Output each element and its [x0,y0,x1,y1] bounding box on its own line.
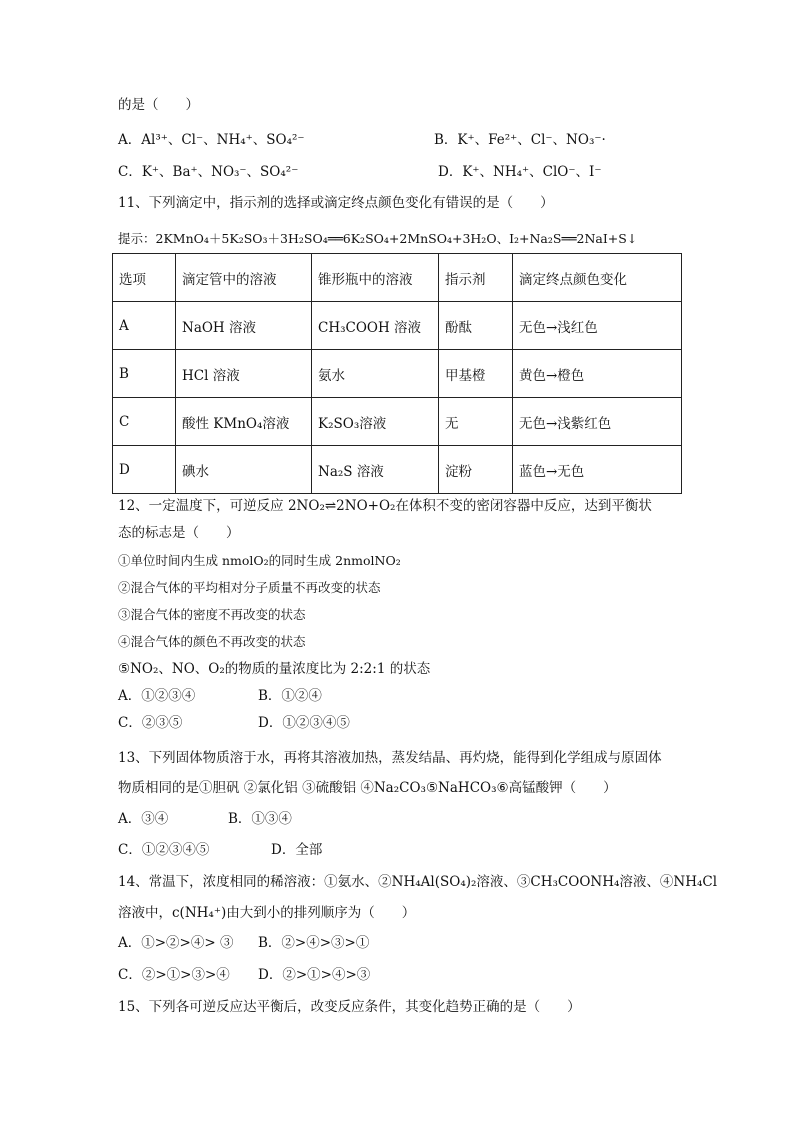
table-cell: 甲基橙 [439,350,513,398]
table-cell: 无色→浅紫红色 [513,398,682,446]
table-cell: Na₂S 溶液 [312,446,439,494]
table-cell: 氨水 [312,350,439,398]
table-cell: 淀粉 [439,446,513,494]
q10-option-b: B．K⁺、Fe²⁺、Cl⁻、NO₃⁻· [434,132,606,148]
table-header: 指示剂 [439,254,513,302]
q14-option-a: A．①>②>④> ③ [118,935,234,951]
table-cell: 碘水 [176,446,312,494]
q14-option-d: D．②>①>④>③ [258,967,371,983]
table-cell: 无色→浅红色 [513,302,682,350]
q13-option-a: A．③④ [118,811,169,827]
question-14-line-1: 14、常温下，浓度相同的稀溶液：①氨水、②NH₄Al(SO₄)₂溶液、③CH₃COONH₄溶液、④NH₄Cl [118,874,718,890]
q13-option-d: D．全部 [271,842,323,858]
q12-option-d: D．①②③④⑤ [258,715,350,731]
table-cell: C [113,398,176,446]
table-cell: 酚酞 [439,302,513,350]
table-row [113,446,682,494]
table-cell: 蓝色→无色 [513,446,682,494]
question-14-line-2: 溶液中，c(NH₄⁺)由大到小的排列顺序为（ ） [118,905,416,921]
question-11-hint: 提示：2KMnO₄＋5K₂SO₃＋3H₂SO₄══6K₂SO₄+2MnSO₄+3H₂O、I₂+Na₂S══2NaI+S↓ [118,231,638,246]
question-12-line-2: 态的标志是（ ） [118,525,240,541]
table-cell: 无 [439,398,513,446]
table-header: 锥形瓶中的溶液 [312,254,439,302]
table-cell: 黄色→橙色 [513,350,682,398]
q14-option-b: B．②>④>③>① [258,935,370,951]
q12-option-b: B．①②④ [258,688,322,704]
table-header: 选项 [113,254,176,302]
q13-option-b: B．①③④ [228,811,292,827]
table-header-row [113,254,682,302]
q12-statement-4: ④混合气体的颜色不再改变的状态 [118,634,306,649]
q10-option-a: A．Al³⁺、Cl⁻、NH₄⁺、SO₄²⁻ [118,132,305,148]
titration-table [112,253,682,494]
question-11: 11、下列滴定中，指示剂的选择或滴定终点颜色变化有错误的是（ ） [118,195,554,211]
q12-statement-5: ⑤NO₂、NO、O₂的物质的量浓度比为 2:2:1 的状态 [118,661,431,677]
table-header: 滴定终点颜色变化 [513,254,682,302]
q12-option-a: A．①②③④ [118,688,196,704]
q12-statement-3: ③混合气体的密度不再改变的状态 [118,607,306,622]
question-15: 15、下列各可逆反应达平衡后，改变反应条件，其变化趋势正确的是（ ） [118,999,581,1015]
q13-option-c: C．①②③④⑤ [118,842,210,858]
question-13-line-2: 物质相同的是①胆矾 ②氯化铝 ③硫酸铝 ④Na₂CO₃⑤NaHCO₃⑥高锰酸钾（ ） [118,780,617,796]
table-cell: D [113,446,176,494]
table-row [113,398,682,446]
q12-statement-2: ②混合气体的平均相对分子质量不再改变的状态 [118,580,381,595]
table-cell: A [113,302,176,350]
q12-statement-1: ①单位时间内生成 nmolO₂的同时生成 2nmolNO₂ [118,553,401,568]
table-cell: 酸性 KMnO₄溶液 [176,398,312,446]
table-cell: B [113,350,176,398]
table-cell: K₂SO₃溶液 [312,398,439,446]
q14-option-c: C．②>①>③>④ [118,967,230,983]
q10-option-c: C．K⁺、Ba⁺、NO₃⁻、SO₄²⁻ [118,164,299,180]
question-10-stem-end: 的是（ ） [118,97,199,113]
table-cell: CH₃COOH 溶液 [312,302,439,350]
table-cell: NaOH 溶液 [176,302,312,350]
table-header: 滴定管中的溶液 [176,254,312,302]
q12-option-c: C．②③⑤ [118,715,183,731]
table-row [113,302,682,350]
table-cell: HCl 溶液 [176,350,312,398]
question-12-line-1: 12、一定温度下，可逆反应 2NO₂⇌2NO+O₂在体积不变的密闭容器中反应，达到平衡状 [118,498,652,514]
question-13-line-1: 13、下列固体物质溶于水，再将其溶液加热，蒸发结晶、再灼烧，能得到化学组成与原固体 [118,750,662,766]
q10-option-d: D．K⁺、NH₄⁺、ClO⁻、I⁻ [438,164,602,180]
table-row [113,350,682,398]
